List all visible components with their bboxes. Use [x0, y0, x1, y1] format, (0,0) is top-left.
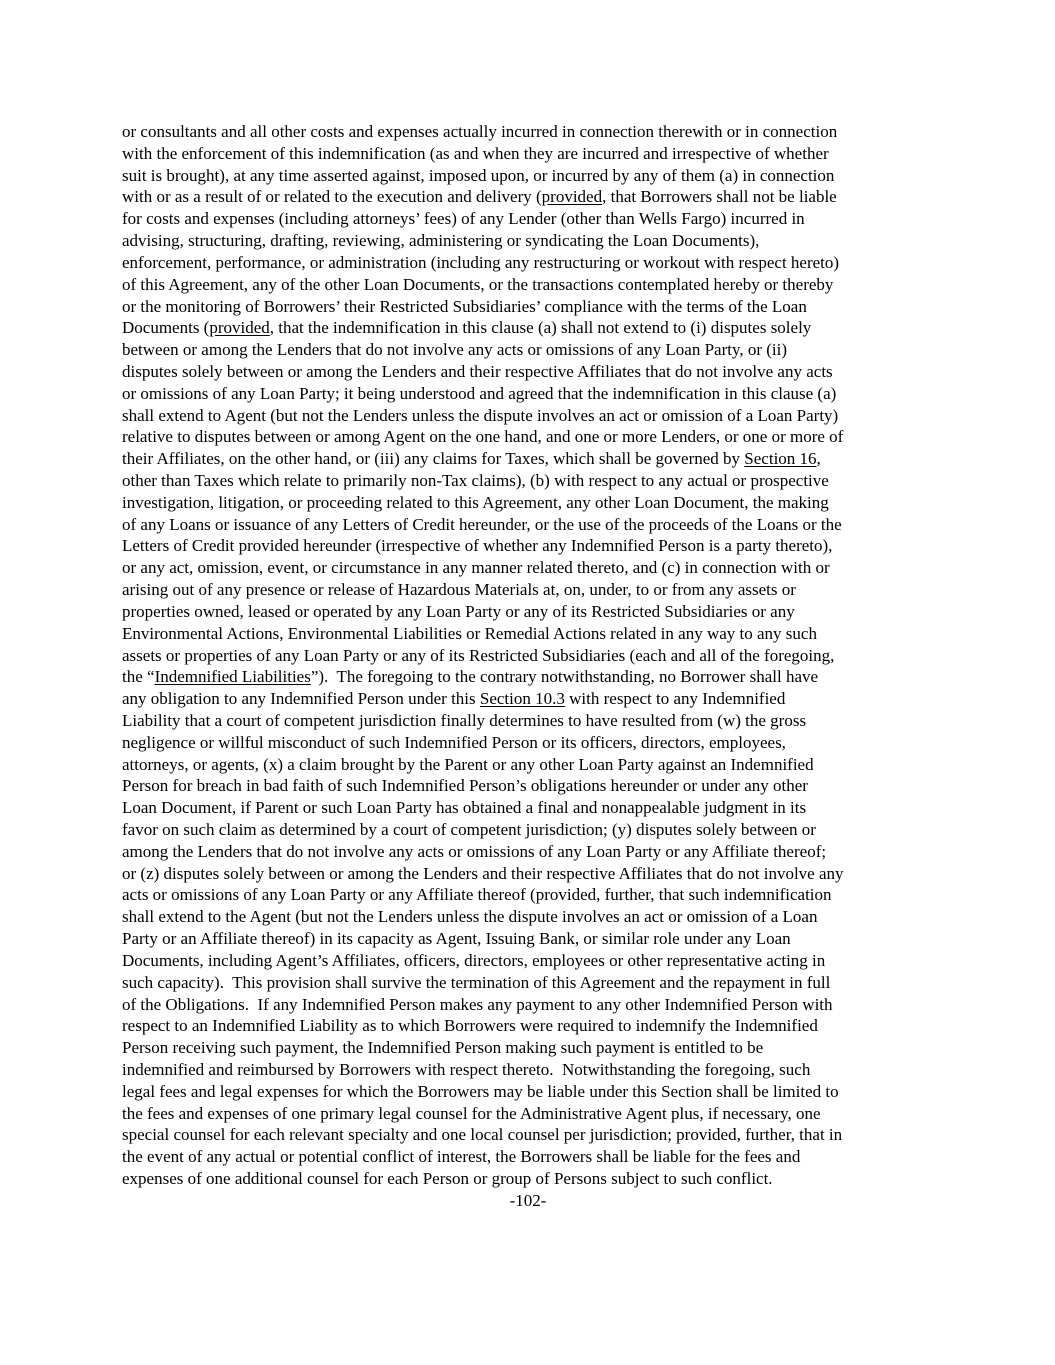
text-line: [122, 514, 934, 536]
text-segment: their Affiliates, on the other hand, or (iii) any claims for Taxes, which shall be governed by: [122, 449, 745, 469]
text-segment: with or as a result of or related to the execution and delivery (: [122, 187, 542, 207]
text-line: [122, 317, 934, 339]
text-segment: investigation, litigation, or proceeding related to this Agreement, any other Loan Document, the making: [122, 492, 829, 512]
text-line: [122, 121, 934, 143]
underlined-term: Section 10.3: [479, 689, 565, 709]
text-segment: any obligation to any Indemnified Person under this: [122, 689, 480, 709]
text-column: [122, 121, 934, 1212]
text-line: [122, 841, 934, 863]
text-line: [122, 928, 934, 950]
text-line: [122, 797, 934, 819]
text-segment: the event of any actual or potential conflict of interest, the Borrowers shall be liable for the fees and: [122, 1147, 801, 1167]
text-line: [122, 361, 934, 383]
text-line: [122, 557, 934, 579]
text-segment: other than Taxes which relate to primarily non-Tax claims), (b) with respect to any actual or prospective: [122, 471, 829, 490]
text-line: [122, 383, 934, 405]
text-line: [122, 754, 934, 776]
text-line: [122, 1015, 934, 1037]
text-segment: such capacity). This provision shall survive the termination of this Agreement and the repayment in full: [122, 972, 831, 992]
text-segment: acts or omissions of any Loan Party or any Affiliate thereof (provided, further, that such indemnification: [122, 885, 832, 905]
text-segment: disputes solely between or among the Lenders and their respective Affiliates that do not involve any acts: [122, 361, 833, 381]
text-line: [122, 535, 934, 557]
text-segment: Environmental Actions, Environmental Liabilities or Remedial Actions related in any way to any such: [122, 623, 817, 643]
text-line: [122, 1059, 934, 1081]
text-line: [122, 710, 934, 732]
text-line: [122, 339, 934, 361]
text-segment: between or among the Lenders that do not involve any acts or omissions of any Loan Party, or (ii): [122, 340, 788, 360]
text-line: [122, 274, 934, 296]
text-line: [122, 230, 934, 252]
text-segment: or the monitoring of Borrowers’ their Restricted Subsidiaries’ compliance with the terms of the Loan: [122, 296, 807, 316]
text-segment: shall extend to Agent (but not the Lenders unless the dispute involves an act or omission of a Loan Party): [122, 405, 839, 425]
underlined-term: Indemnified Liabilities: [154, 667, 311, 687]
text-segment: assets or properties of any Loan Party or any of its Restricted Subsidiaries (each and all of the foregoing,: [122, 645, 835, 665]
text-segment: advising, structuring, drafting, reviewing, administering or syndicating the Loan Documents),: [122, 231, 760, 251]
text-line: [122, 1103, 934, 1125]
text-line: [122, 906, 934, 928]
text-line: [122, 732, 934, 754]
text-line: [122, 252, 934, 274]
text-line: [122, 666, 934, 688]
text-line: [122, 186, 934, 208]
text-segment: Loan Document, if Parent or such Loan Party has obtained a final and nonappealable judgment in its: [122, 798, 807, 818]
text-segment: of this Agreement, any of the other Loan Documents, or the transactions contemplated hereby or thereby: [122, 274, 834, 294]
text-segment: Liability that a court of competent jurisdiction finally determines to have resulted from (w) the gross: [122, 710, 807, 730]
text-segment: Person for breach in bad faith of such Indemnified Person’s obligations hereunder or under any other: [122, 776, 808, 796]
text-segment: of any Loans or issuance of any Letters of Credit hereunder, or the use of the proceeds of the Loans or the: [122, 514, 842, 534]
text-line: [122, 1168, 934, 1190]
text-segment: for costs and expenses (including attorneys’ fees) of any Lender (other than Wells Fargo) incurred in: [122, 209, 805, 229]
text-line: [122, 623, 934, 645]
text-segment: among the Lenders that do not involve any acts or omissions of any Loan Party or any Affiliate thereof;: [122, 841, 827, 861]
text-line: [122, 143, 934, 165]
text-line: [122, 1124, 934, 1146]
text-segment: respect to an Indemnified Liability as to which Borrowers were required to indemnify the Indemnified: [122, 1016, 818, 1036]
text-segment: with the enforcement of this indemnification (as and when they are incurred and irrespective of whether: [122, 143, 829, 163]
text-segment: attorneys, or agents, (x) a claim brought by the Parent or any other Loan Party against an Indemnified: [122, 754, 814, 774]
document-lines: [122, 121, 934, 1190]
text-line: [122, 688, 934, 710]
text-segment: Documents, including Agent’s Affiliates, officers, directors, employees or other representative acting in: [122, 950, 826, 970]
text-line: [122, 426, 934, 448]
text-segment: arising out of any presence or release of Hazardous Materials at, on, under, to or from any assets or: [122, 580, 796, 600]
text-line: [122, 775, 934, 797]
text-segment: ,: [816, 449, 821, 469]
text-segment: , that the indemnification in this clause (a) shall not extend to (i) disputes solely: [269, 318, 812, 338]
text-line: [122, 972, 934, 994]
text-line: [122, 994, 934, 1016]
text-segment: relative to disputes between or among Agent on the one hand, and one or more Lenders, or one or more of: [122, 427, 844, 447]
text-segment: special counsel for each relevant specialty and one local counsel per jurisdiction; provided, further, that in: [122, 1125, 843, 1145]
text-line: [122, 1146, 934, 1168]
text-segment: Letters of Credit provided hereunder (irrespective of whether any Indemnified Person is a party thereto),: [122, 536, 833, 556]
text-line: [122, 1037, 934, 1059]
text-segment: shall extend to the Agent (but not the Lenders unless the dispute involves an act or omission of a Loan: [122, 907, 818, 927]
text-segment: of the Obligations. If any Indemnified Person makes any payment to any other Indemnified Person with: [122, 994, 833, 1014]
text-line: [122, 950, 934, 972]
text-line: [122, 296, 934, 318]
text-line: [122, 579, 934, 601]
underlined-term: provided: [541, 187, 603, 207]
text-line: [122, 165, 934, 187]
text-segment: or omissions of any Loan Party; it being understood and agreed that the indemnification in this clause (a): [122, 383, 837, 403]
text-segment: , that Borrowers shall not be liable: [602, 187, 837, 207]
text-segment: Person receiving such payment, the Indemnified Person making such payment is entitled to be: [122, 1038, 764, 1058]
text-line: [122, 645, 934, 667]
text-line: [122, 448, 934, 470]
text-line: [122, 863, 934, 885]
underlined-term: Section 16: [744, 449, 817, 469]
text-segment: or (z) disputes solely between or among the Lenders and their respective Affiliates that do not involve any: [122, 863, 844, 883]
text-line: [122, 819, 934, 841]
text-segment: enforcement, performance, or administration (including any restructuring or workout with respect hereto): [122, 252, 840, 272]
text-line: [122, 884, 934, 906]
text-line: [122, 1081, 934, 1103]
text-segment: or consultants and all other costs and expenses actually incurred in connection therewith or in connection: [122, 122, 838, 141]
text-segment: suit is brought), at any time asserted against, imposed upon, or incurred by any of them (a) in connection: [122, 165, 835, 185]
text-segment: properties owned, leased or operated by any Loan Party or any of its Restricted Subsidiaries or any: [122, 601, 795, 621]
underlined-term: provided: [209, 318, 270, 338]
text-segment: ”). The foregoing to the contrary notwithstanding, no Borrower shall have: [310, 667, 819, 687]
page-number: -102-: [509, 1190, 547, 1210]
text-segment: Documents (: [122, 318, 210, 338]
text-line: [122, 601, 934, 623]
text-segment: the fees and expenses of one primary legal counsel for the Administrative Agent plus, if necessary, one: [122, 1103, 821, 1123]
text-segment: favor on such claim as determined by a court of competent jurisdiction; (y) disputes solely between or: [122, 820, 816, 839]
text-segment: or any act, omission, event, or circumstance in any manner related thereto, and (c) in connection with or: [122, 558, 830, 578]
text-segment: legal fees and legal expenses for which the Borrowers may be liable under this Section shall be limited to: [122, 1081, 839, 1101]
text-line: [122, 208, 934, 230]
text-segment: the “: [122, 667, 155, 687]
text-line: [122, 492, 934, 514]
text-segment: indemnified and reimbursed by Borrowers with respect thereto. Notwithstanding the foregoing, such: [122, 1059, 811, 1079]
text-segment: expenses of one additional counsel for each Person or group of Persons subject to such conflict.: [122, 1169, 773, 1188]
text-line: [122, 405, 934, 427]
text-segment: Party or an Affiliate thereof) in its capacity as Agent, Issuing Bank, or similar role under any Loan: [122, 929, 791, 949]
text-segment: with respect to any Indemnified: [564, 689, 786, 709]
text-segment: negligence or willful misconduct of such Indemnified Person or its officers, directors, employees,: [122, 732, 786, 752]
text-line: [122, 470, 934, 492]
